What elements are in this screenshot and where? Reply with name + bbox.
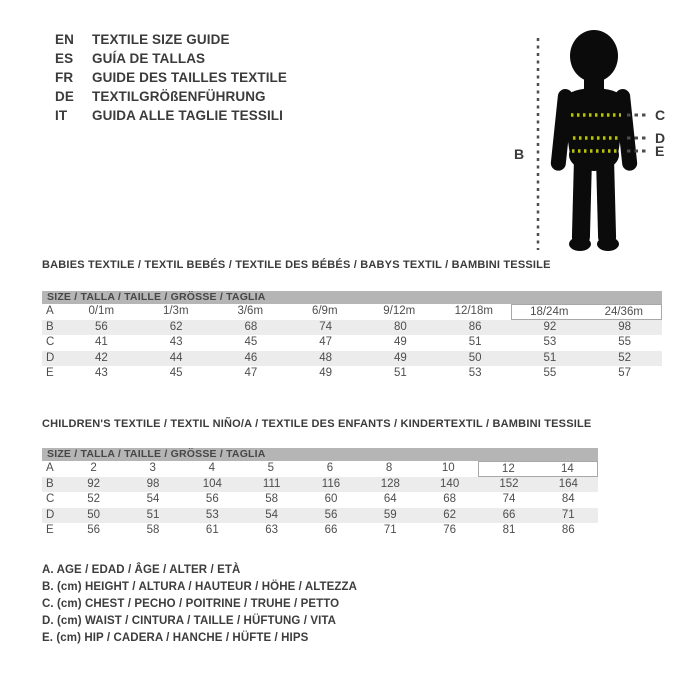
table-cell: 9/12m — [383, 305, 416, 317]
table-cell: 43 — [94, 367, 108, 379]
table-cell: 6 — [326, 462, 334, 474]
table-cell: 68 — [443, 493, 457, 505]
language-row-fr — [55, 68, 287, 87]
language-title: GUIDE DES TAILLES TEXTILE — [92, 70, 288, 85]
table-cell: 60 — [324, 493, 338, 505]
table-cell: 50 — [468, 351, 482, 364]
babies-table-title: BABIES TEXTILE / TEXTIL BEBÉS / TEXTILE DES BÉBÉS / BABYS TEXTIL / BAMBINI TESSILE — [42, 259, 551, 271]
table-cell: 47 — [319, 336, 333, 348]
table-cell: 74 — [319, 320, 333, 333]
row-label: B — [46, 477, 54, 490]
table-row — [42, 304, 662, 320]
table-cell: 86 — [468, 320, 482, 333]
table-cell: 140 — [440, 477, 460, 490]
size-header-row: SIZE / TALLA / TAILLE / GRÖSSE / TAGLIA — [42, 291, 662, 304]
row-label: B — [46, 320, 54, 333]
measurement-legend — [42, 562, 357, 647]
table-cell: 44 — [169, 351, 183, 364]
legend-waist: D. (cm) WAIST / CINTURA / TAILLE / HÜFTUNG / VITA — [42, 615, 337, 627]
table-cell: 3 — [149, 462, 156, 474]
table-cell: 47 — [244, 367, 258, 379]
table-cell: 56 — [324, 508, 338, 521]
row-label: E — [46, 367, 54, 379]
table-cell: 8 — [385, 462, 393, 474]
table-row — [42, 508, 598, 524]
row-label: D — [46, 351, 55, 364]
table-cell: 58 — [146, 524, 160, 536]
language-row-it — [55, 106, 287, 125]
table-cell: 63 — [265, 524, 279, 536]
legend-chest: C. (cm) CHEST / PECHO / POITRINE / TRUHE / PETTO — [42, 598, 340, 610]
table-cell: 48 — [319, 351, 333, 364]
table-cell: 64 — [383, 493, 397, 505]
table-cell: 92 — [543, 320, 557, 333]
table-cell: 24/36m — [587, 304, 663, 320]
table-cell: 55 — [543, 367, 557, 379]
table-cell: 51 — [393, 367, 407, 379]
legend-height: B. (cm) HEIGHT / ALTURA / HAUTEUR / HÖHE / ALTEZZA — [42, 581, 358, 593]
legend-age: A. AGE / EDAD / ÂGE / ALTER / ETÀ — [42, 564, 241, 576]
table-cell: 52 — [87, 493, 101, 505]
table-cell: 80 — [393, 320, 407, 333]
child-silhouette-icon — [508, 25, 700, 257]
row-label: C — [46, 336, 55, 348]
measurement-diagram — [508, 25, 700, 257]
table-cell: 58 — [265, 493, 279, 505]
table-row — [42, 320, 662, 336]
hip-label: E — [655, 143, 665, 159]
table-cell: 43 — [169, 336, 183, 348]
table-cell: 66 — [502, 508, 516, 521]
language-title-list — [55, 30, 287, 125]
table-cell: 46 — [244, 351, 258, 364]
table-cell: 3/6m — [237, 305, 264, 317]
table-cell: 45 — [244, 336, 258, 348]
language-row-de — [55, 87, 287, 106]
table-cell: 71 — [383, 524, 397, 536]
babies-table-body — [42, 304, 662, 382]
table-cell: 50 — [87, 508, 101, 521]
table-cell: 54 — [265, 508, 279, 521]
children-table-title: CHILDREN'S TEXTILE / TEXTIL NIÑO/A / TEXTILE DES ENFANTS / KINDERTEXTIL / BAMBINI TESSILE — [42, 418, 592, 430]
table-cell: 53 — [543, 336, 557, 348]
table-cell: 98 — [618, 320, 632, 333]
table-cell: 0/1m — [88, 305, 115, 317]
table-cell: 52 — [618, 351, 632, 364]
table-cell: 42 — [94, 351, 108, 364]
table-row — [42, 523, 598, 539]
chest-label: C — [655, 107, 666, 123]
table-cell: 62 — [169, 320, 183, 333]
table-cell: 74 — [502, 493, 516, 505]
table-cell: 71 — [561, 508, 575, 521]
table-cell: 164 — [558, 477, 578, 490]
language-row-en — [55, 30, 287, 49]
table-cell: 12 — [478, 461, 538, 477]
language-title: TEXTILGRÖßENFÜHRUNG — [92, 89, 266, 104]
row-label: C — [46, 493, 55, 505]
table-cell: 54 — [146, 493, 160, 505]
table-cell: 56 — [94, 320, 108, 333]
table-cell: 62 — [443, 508, 457, 521]
table-cell: 61 — [205, 524, 219, 536]
height-label: B — [514, 146, 525, 162]
language-row-es — [55, 49, 287, 68]
babies-size-table — [42, 291, 662, 382]
table-cell: 111 — [262, 477, 281, 490]
table-cell: 49 — [393, 336, 407, 348]
table-cell: 152 — [499, 477, 519, 490]
table-cell: 6/9m — [311, 305, 338, 317]
table-cell: 51 — [468, 336, 482, 348]
row-label: E — [46, 524, 54, 536]
table-cell: 56 — [205, 493, 219, 505]
table-cell: 14 — [538, 461, 598, 477]
table-row — [42, 335, 662, 351]
table-row — [42, 351, 662, 367]
legend-hip: E. (cm) HIP / CADERA / HANCHE / HÜFTE / HIPS — [42, 632, 309, 644]
table-cell: 81 — [502, 524, 516, 536]
table-cell: 57 — [618, 367, 632, 379]
language-code: FR — [55, 70, 74, 85]
table-cell: 51 — [543, 351, 557, 364]
children-table-body — [42, 461, 598, 539]
table-cell: 5 — [267, 462, 275, 474]
table-cell: 116 — [321, 477, 341, 490]
table-cell: 128 — [380, 477, 400, 490]
table-cell: 68 — [244, 320, 258, 333]
language-title: TEXTILE SIZE GUIDE — [92, 32, 230, 47]
table-cell: 86 — [561, 524, 575, 536]
row-label: A — [46, 462, 54, 474]
language-code: ES — [55, 51, 74, 66]
language-title: GUIDA ALLE TAGLIE TESSILI — [92, 108, 283, 123]
table-cell: 53 — [205, 508, 219, 521]
row-label: D — [46, 508, 55, 521]
waist-label: D — [655, 130, 666, 146]
language-code: DE — [55, 89, 74, 104]
table-cell: 104 — [202, 477, 222, 490]
table-cell: 55 — [618, 336, 632, 348]
table-cell: 12/18m — [454, 305, 493, 317]
table-cell: 4 — [208, 462, 215, 474]
children-size-table — [42, 448, 598, 539]
row-label: A — [46, 305, 54, 317]
language-title: GUÍA DE TALLAS — [92, 51, 206, 66]
table-cell: 10 — [441, 462, 455, 474]
table-cell: 98 — [146, 477, 160, 490]
table-cell: 66 — [324, 524, 338, 536]
table-cell: 84 — [561, 493, 575, 505]
table-cell: 45 — [169, 367, 183, 379]
table-cell: 76 — [443, 524, 457, 536]
table-cell: 53 — [468, 367, 482, 379]
table-row — [42, 492, 598, 508]
table-cell: 59 — [383, 508, 397, 521]
table-row — [42, 477, 598, 493]
table-cell: 92 — [87, 477, 101, 490]
table-cell: 41 — [94, 336, 108, 348]
table-cell: 56 — [87, 524, 101, 536]
table-row — [42, 461, 598, 477]
table-row — [42, 366, 662, 382]
language-code: EN — [55, 32, 74, 47]
table-cell: 18/24m — [511, 304, 587, 320]
size-header-row: SIZE / TALLA / TAILLE / GRÖSSE / TAGLIA — [42, 448, 598, 461]
table-cell: 51 — [146, 508, 160, 521]
table-cell: 1/3m — [162, 305, 189, 317]
language-code: IT — [55, 108, 68, 123]
table-cell: 49 — [393, 351, 407, 364]
table-cell: 49 — [319, 367, 333, 379]
table-cell: 2 — [90, 462, 97, 474]
